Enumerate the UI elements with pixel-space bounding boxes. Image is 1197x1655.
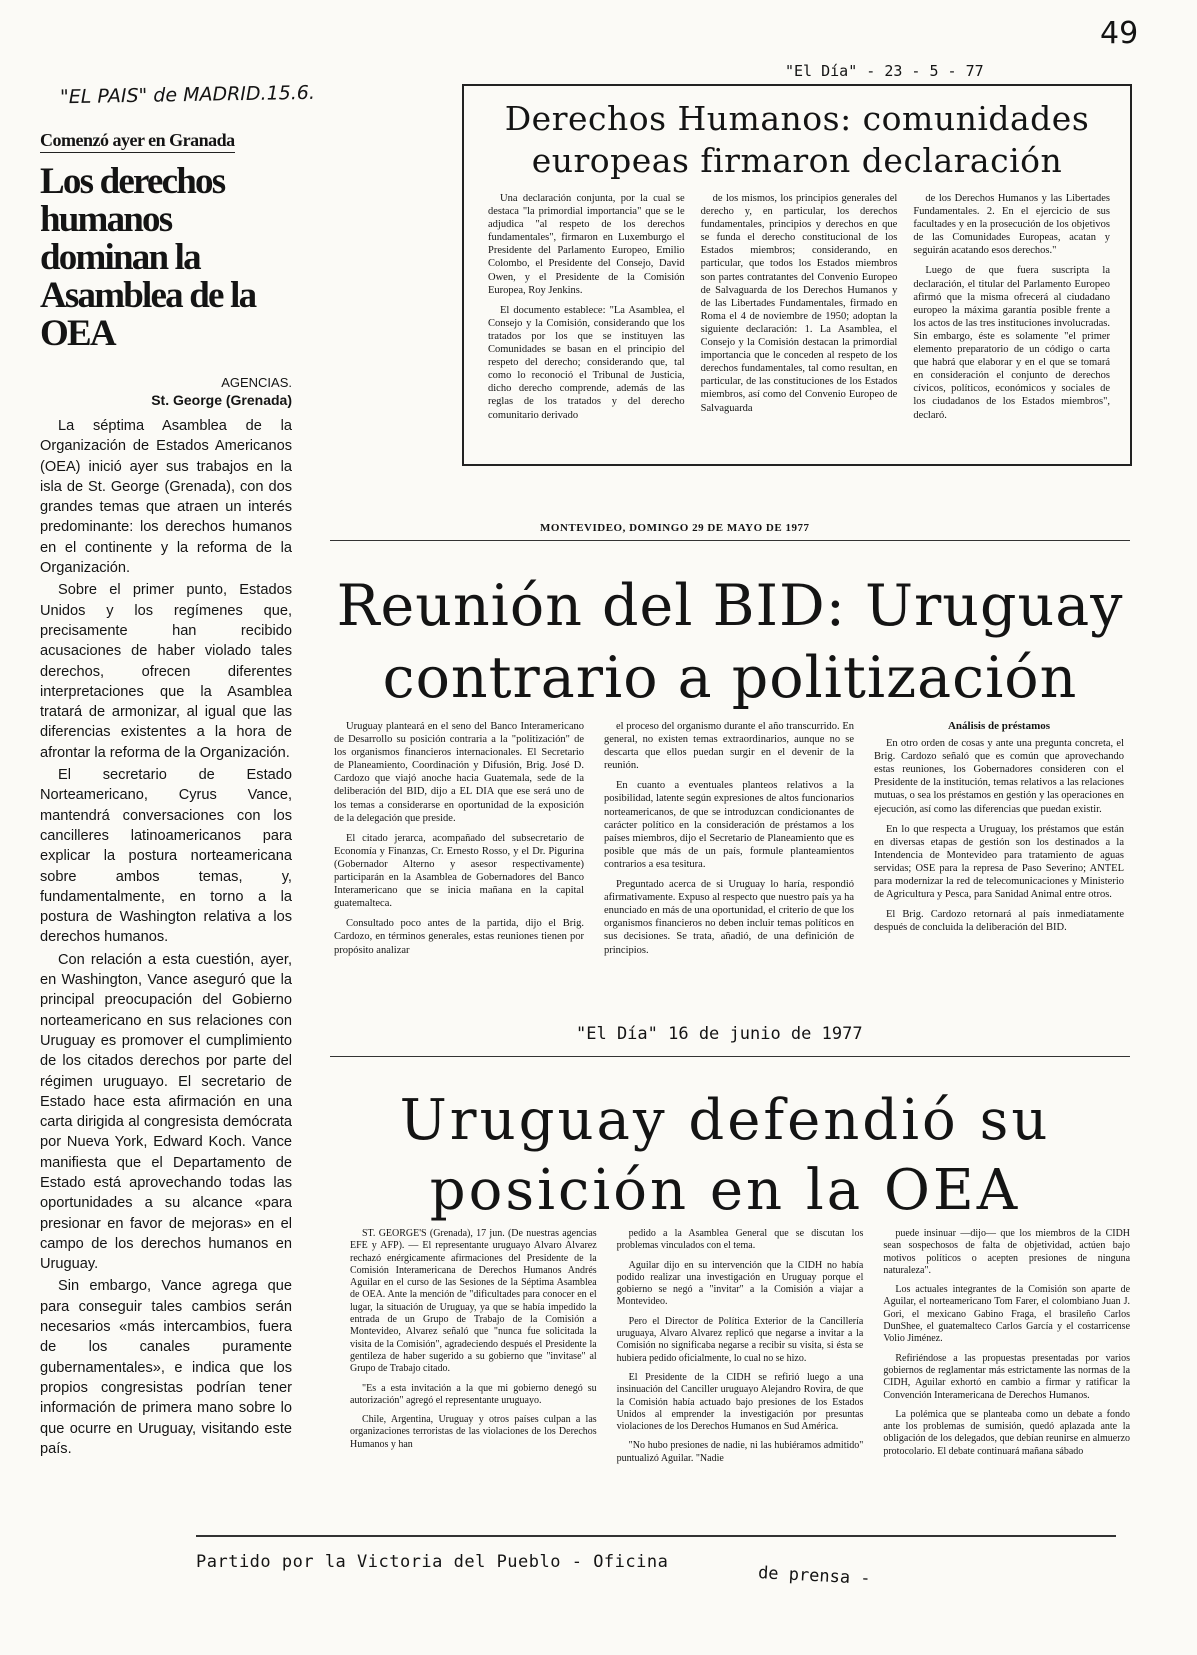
article-column bbox=[874, 720, 1124, 957]
newspaper-dateline: MONTEVIDEO, DOMINGO 29 DE MAYO DE 1977 bbox=[540, 522, 810, 534]
article-subhead: Análisis de préstamos bbox=[947, 720, 1051, 732]
article-kicker: Comenzó ayer en Granada bbox=[40, 130, 235, 153]
paragraph: puede insinuar —dijo— que los miembros de la CIDH sean sospechosos de falta de objetividad, actúen bajo motivos políticos o acepten presiones de ninguna naturaleza". bbox=[883, 1228, 1131, 1276]
paragraph: Aguilar dijo en su intervención que la CIDH no había podido realizar una investigación en Uruguay porque el gobierno se negó a "invitar" a la Comisión a viajar a Montevideo. bbox=[616, 1259, 864, 1308]
article-column bbox=[701, 192, 898, 422]
article-columns bbox=[464, 188, 1130, 422]
footer-divider bbox=[196, 1535, 1116, 1537]
article-oea-el-pais bbox=[40, 130, 292, 1459]
article-headline: Uruguay defendió su posición en la OEA bbox=[399, 1088, 1051, 1223]
source-reference: "El Día" 16 de junio de 1977 bbox=[576, 1024, 863, 1044]
handwritten-source-note: "EL PAIS" de MADRID.15.6. bbox=[59, 81, 316, 109]
article-column bbox=[334, 720, 584, 957]
paragraph: Sin embargo, Vance agrega que para conseguir tales cambios serán necesarios «más intercambios, fuera de los canales puramente gubernamentales», e indica que los propios congresistas podrían tener información de primera mano sobre lo que ocurre en Uruguay, visitando este país. bbox=[40, 1278, 292, 1457]
article-column bbox=[913, 192, 1110, 422]
article-europa-box bbox=[462, 84, 1132, 466]
divider bbox=[330, 540, 1130, 541]
footer-text: Partido por la Victoria del Pueblo - Oficina bbox=[196, 1552, 669, 1572]
paragraph: Consultado poco antes de la partida, dijo el Brig. Cardozo, en términos generales, estas reuniones tienen por propósito analizar bbox=[334, 918, 584, 956]
article-column bbox=[350, 1228, 597, 1465]
paragraph: "Es a esta invitación a la que mi gobierno denegó su autorización" agregó el representante uruguayo. bbox=[350, 1382, 597, 1406]
paragraph: "No hubo presiones de nadie, ni las hubiéramos admitido" puntualizó Aguilar. "Nadie bbox=[616, 1440, 864, 1464]
paragraph: El documento establece: "La Asamblea, el Consejo y la Comisión, considerando que los tratados por los que se instituyen las Comunidades se basan en el principio del respeto del derecho; considerando que, tal como lo reconoció el Tribunal de Justicia, dicho derecho comprende, además de las reglas de los tratados y del derecho comunitario derivado bbox=[488, 304, 685, 421]
article-column bbox=[883, 1228, 1130, 1465]
article-bid-body bbox=[334, 720, 1124, 957]
paragraph: Los actuales integrantes de la Comisión son aparte de Aguilar, el norteamericano Tom Farer, el colombiano Juan J. Gori, el mexicano Gabino Fraga, el brasileño Carlos DunShee, el guatemalteco Carlos García y el costarricense Volio Jiménez. bbox=[883, 1284, 1131, 1345]
paragraph: Uruguay planteará en el seno del Banco Interamericano de Desarrollo su posición contraria a la "politización" de los organismos financieros internacionales. El Secretario de Planeamiento, Coordinación y Difusión, Brig. José D. Cardozo que viajó anoche hacia Guatemala, sede de la deliberación del BID, dijo a EL DIA que ese será uno de los temas a considerarse en oportunidad de la exposición de la delegación que preside. bbox=[334, 721, 584, 824]
paragraph: de los Derechos Humanos y las Libertades Fundamentales. 2. En el ejercicio de sus facultades y en la prosecución de los objetivos de las Comunidades Europeas, acatan y seguirán acatando esos derechos." bbox=[913, 193, 1111, 257]
paragraph: Sobre el primer punto, Estados Unidos y los regímenes que, precisamente han recibido acusaciones de haber violado tales derechos, ofrecen diferentes interpretaciones que la Asamblea tratará de armonizar, al igual que las diferencias existentes a la hora de afrontar la reforma de la Organización. bbox=[40, 582, 292, 761]
article-headline: Reunión del BID: Uruguay contrario a politización bbox=[336, 573, 1124, 711]
article-uruguay-body bbox=[350, 1228, 1130, 1465]
paragraph: En otro orden de cosas y ante una pregunta concreta, el Brig. Cardozo señaló que es común que aprovechando estas reuniones, los Gobernadores consideren con el Presidente de la institución, temas relativos a las relaciones mutuas, o sea los préstamos en gestión y las operaciones en ejecución, así como las diferencias que puedan existir. bbox=[874, 738, 1124, 815]
paragraph: La polémica que se planteaba como un debate a fondo ante los problemas de sumisión, quedó aplazada ante la obligación de los delegados, que debían reunirse en almuerzo protocolario. El debate continuará mañana sábado bbox=[883, 1408, 1131, 1457]
article-dateline: St. George (Grenada) bbox=[151, 392, 292, 408]
article-column bbox=[617, 1228, 864, 1465]
paragraph: Preguntado acerca de si Uruguay lo haría, respondió afirmativamente. Expuso al respecto que nuestro país ya ha enunciado en más de una oportunidad, el criterio de que los organismos financieros no deben incluir temas políticos en sus decisiones. Se trata, añadió, de una definición de principios. bbox=[604, 879, 854, 956]
article-column bbox=[488, 192, 685, 422]
article-headline: Derechos Humanos: comunidades europeas firmaron declaración bbox=[504, 99, 1090, 180]
paragraph: de los mismos, los principios generales del derecho y, en particular, los derechos fundamentales, principios y derechos en que se funda el derecho constitucional de los Estados miembros; considerando, en particular, que todos los Estados miembros son partes contratantes del Convenio Europeo de Salvaguarda de los Derechos Humanos y de las Libertades Fundamentales, firmado en Roma el 4 de noviembre de 1950; adoptan la siguiente declaración: 1. La Asamblea, el Consejo y la Comisión destacan la primordial importancia que le conceden al respeto de los derechos fundamentales, tal como resultan, en particular, de las constituciones de los Estados miembros, así como del Convenio Europeo de Salvaguarda bbox=[700, 193, 898, 414]
paragraph: Una declaración conjunta, por la cual se destaca "la primordial importancia" que se le adjudica "al respeto de los derechos fundamentales", firmaron en Luxemburgo el Presidente del Parlamento Europeo, Emilio Colombo, el Presidente del Consejo, David Owen, y el Presidente de la Comisión Europea, Roy Jenkins. bbox=[488, 193, 685, 296]
paragraph: pedido a la Asamblea General que se discutan los problemas vinculados con el tema. bbox=[616, 1228, 864, 1252]
divider bbox=[330, 1056, 1130, 1057]
article-column bbox=[604, 720, 854, 957]
article-agency: AGENCIAS. bbox=[221, 375, 292, 390]
paragraph: Refiriéndose a las propuestas presentadas por varios gobiernos de reglamentar más estrictamente las normas de la CIDH, Aguilar exhortó en cambio a firmar y ratificar la Convención Interamericana de Derechos Humanos. bbox=[883, 1352, 1131, 1401]
paragraph: Pero el Director de Política Exterior de la Cancillería uruguaya, Alvaro Alvarez replicó que negarse a invitar a la Comisión no significaba negarse a recibir su visita, si ésta se hubiera pedido oficialmente, lo cual no se hizo. bbox=[616, 1315, 864, 1364]
paragraph: el proceso del organismo durante el año transcurrido. En general, no existen temas extraordinarios, aunque no se descarta que ellos puedan surgir en el devenir de la reunión. bbox=[604, 721, 854, 772]
paragraph: El Presidente de la CIDH se refirió luego a una insinuación del Canciller uruguayo Alejandro Rovira, de que la Comisión había actuado bajo presiones de los Estados Unidos al emprender la investigación por presuntas violaciones de los Derechos Humanos en Sud América. bbox=[616, 1371, 864, 1433]
paragraph: En lo que respecta a Uruguay, los préstamos que están en diversas etapas de gestión son los destinados a la Intendencia de Montevideo para tratamiento de aguas servidas; OSE para la represa de Paso Severino; ANTEL para modernizar la red de telecomunicaciones y Ministerio de Agricultura y Pesca, para Sanidad Animal entre otros. bbox=[874, 823, 1124, 901]
page-number: 49 bbox=[1100, 16, 1139, 51]
footer-text-tail: de prensa - bbox=[757, 1563, 872, 1589]
paragraph: Luego de que fuera suscripta la declaración, el titular del Parlamento Europeo afirmó que la misma ofrecerá al ciudadano europeo la máxima garantía posible frente a los actos de las tres instituciones involucradas. Sin embargo, éste es solamente "el primer elemento preparatorio de un código o carta que habrá que elaborar y en el que se tomará en consideración el conjunto de derechos cívicos, políticos, económicos y sociales de los ciudadanos de los Estados miembros", declaró. bbox=[913, 265, 1111, 421]
source-reference: "El Día" - 23 - 5 - 77 bbox=[785, 62, 984, 80]
paragraph: En cuanto a eventuales planteos relativos a la posibilidad, latente según expresiones de altos funcionarios norteamericanos, de que se introduzcan condicionantes de carácter político en la consideración de préstamos a los países miembros, dijo el Secretario de Planeamiento que es posible que más de un país, formule planteamientos contrarios a esa tesitura. bbox=[604, 780, 854, 870]
paragraph: El Brig. Cardozo retornará al país inmediatamente después de concluida la deliberación del BID. bbox=[874, 909, 1124, 934]
paragraph: La séptima Asamblea de la Organización de Estados Americanos (OEA) inició ayer sus trabajos en la isla de St. George (Grenada), con dos grandes temas que atraen un interés predominante: los derechos humanos en el continente y la reforma de la Organización. bbox=[40, 418, 292, 577]
article-body bbox=[40, 416, 292, 1459]
paragraph: Chile, Argentina, Uruguay y otros países culpan a las organizaciones terroristas de las violaciones de los Derechos Humanos y han bbox=[350, 1414, 597, 1450]
paragraph: El secretario de Estado Norteamericano, Cyrus Vance, mantendrá conversaciones con los cancilleres latinoamericanos para explicar la postura norteamericana sobre ambos temas, y, fundamentalmente, en torno a la postura de Washington relativa a los derechos humanos. bbox=[40, 767, 292, 946]
paragraph: Con relación a esta cuestión, ayer, en Washington, Vance aseguró que la principal preocupación del Gobierno norteamericano en sus relaciones con Uruguay es promover el cumplimiento de los citados derechos por parte del régimen uruguayo. El secretario de Estado hace esta afirmación en una carta dirigida al congresista demócrata por Nueva York, Edward Koch. Vance manifiesta que el Departamento de Estado está aprovechando todas las oportunidades a su alcance «para presionar en favor de mejoras» en el campo de los derechos humanos en Uruguay. bbox=[40, 951, 292, 1273]
article-headline: Los derechos humanos dominan la Asamblea de la OEA bbox=[40, 161, 256, 354]
paragraph: ST. GEORGE'S (Grenada), 17 jun. (De nuestras agencias EFE y AFP). — El representante uruguayo Alvaro Alvarez rechazó enérgicamente afirmaciones del Presidente de la Comisión Interamericana de Derechos Humanos Andrés Aguilar en el curso de las Sesiones de la Séptima Asamblea de OEA. Ante la mención de "dificultades para conocer en el lugar, la situación de Uruguay, ya que se había impedido la entrada de un Grupo de Trabajo de la Comisión a Montevideo, Alvarez señaló que "nunca fue solicitada la visita de la Comisión", agradeciendo después el Presidente la gentileza de haber sugerido a su gobierno que "invitase" al Grupo de Trabajo citado. bbox=[350, 1228, 597, 1375]
paragraph: El citado jerarca, acompañado del subsecretario de Economía y Finanzas, Cr. Ernesto Rosso, y el Dr. Pigurina (Gobernador Alterno y asesor respectivamente) participarán en la Asamblea de Gobernadores del Banco Interamericano que se inicia mañana en la capital guatemalteca. bbox=[334, 832, 584, 910]
